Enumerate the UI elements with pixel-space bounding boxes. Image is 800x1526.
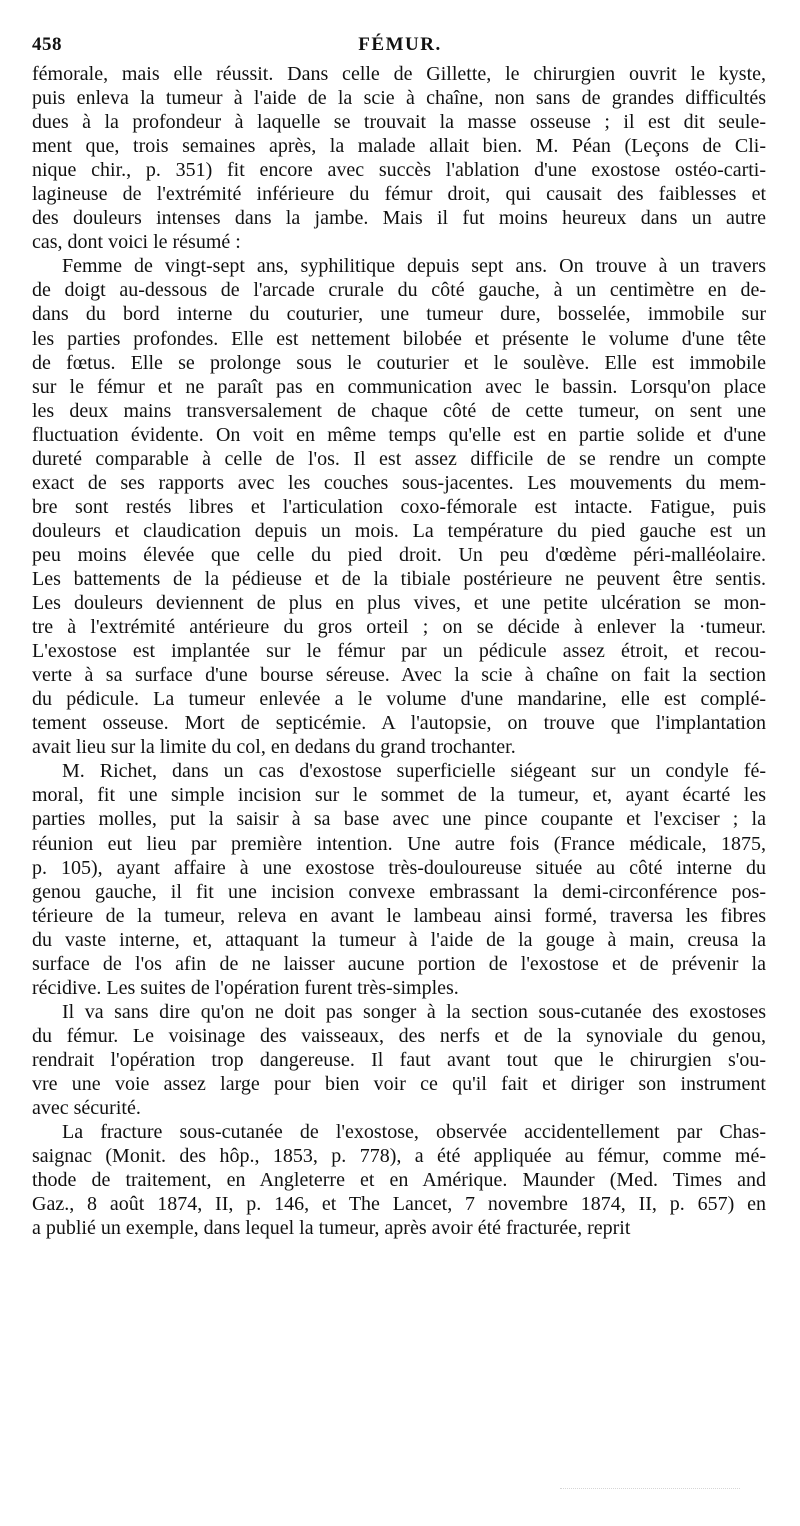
text-line: Il va sans dire qu'on ne doit pas songer à la section sous-cutanée des exostoses (62, 1000, 766, 1023)
text-line: du fémur. Le voisinage des vaisseaux, des nerfs et de la synoviale du genou, (32, 1024, 766, 1047)
text-line: surface de l'os afin de ne laisser aucune portion de l'exostose et de prévenir la (32, 952, 766, 975)
text-line: dues à la profondeur à laquelle se trouvait la masse osseuse ; il est dit seule- (32, 111, 766, 134)
scan-marks (560, 1488, 740, 1497)
text-line: L'exostose est implantée sur le fémur par un pédicule assez étroit, et recou- (32, 640, 766, 663)
text-line: les deux mains transversalement de chaque côté de cette tumeur, on sent une (32, 399, 766, 422)
text-line: Les douleurs deviennent de plus en plus vives, et une petite ulcération se mon- (32, 592, 766, 615)
text-line: ment que, trois semaines après, la malade allait bien. M. Péan (Leçons de Cli- (32, 135, 766, 158)
paragraph (32, 254, 766, 759)
text-line: La fracture sous-cutanée de l'exostose, observée accidentellement par Chas- (62, 1121, 766, 1144)
text-line: avec sécurité. (32, 1097, 141, 1120)
text-line: genou gauche, il fit une incision convexe embrassant la demi-circonférence pos- (32, 880, 766, 903)
text-line: tre à l'extrémité antérieure du gros orteil ; on se décide à enlever la ·tumeur. (32, 616, 766, 639)
running-title: FÉMUR. (358, 34, 442, 55)
text-line: des douleurs intenses dans la jambe. Mais il fut moins heureux dans un autre (32, 207, 766, 230)
text-line: Femme de vingt-sept ans, syphilitique depuis sept ans. On trouve à un travers (62, 255, 766, 278)
text-line: fémorale, mais elle réussit. Dans celle de Gillette, le chirurgien ouvrit le kyste, (32, 63, 766, 85)
text-line: Gaz., 8 août 1874, II, p. 146, et The Lancet, 7 novembre 1874, II, p. 657) en (32, 1193, 766, 1216)
text-line: puis enleva la tumeur à l'aide de la scie à chaîne, non sans de grandes difficultés (32, 87, 766, 110)
text-line: rendrait l'opération trop dangereuse. Il faut avant tout que le chirurgien s'ou- (32, 1048, 766, 1071)
paragraph (32, 1000, 766, 1120)
text-line: tement osseuse. Mort de septicémie. A l'autopsie, on trouve que l'implantation (32, 712, 766, 735)
text-line: verte à sa surface d'une bourse séreuse. Avec la scie à chaîne on fait la section (32, 664, 766, 687)
text-line: avait lieu sur la limite du col, en dedans du grand trochanter. (32, 736, 516, 759)
text-line: de doigt au-dessous de l'arcade crurale du côté gauche, à un centimètre en de- (32, 279, 766, 302)
text-line: du vaste interne, et, attaquant la tumeur à l'aide de la gouge à main, creusa la (32, 928, 766, 951)
text-line: dureté comparable à celle de l'os. Il est assez difficile de se rendre un compte (32, 447, 766, 470)
text-line: parties molles, put la saisir à sa base avec une pince coupante et l'exciser ; la (32, 808, 766, 831)
text-line: réunion eut lieu par première intention. Une autre fois (France médicale, 1875, (32, 832, 766, 855)
text-line: moral, fit une simple incision sur le sommet de la tumeur, et, ayant écarté les (32, 784, 766, 807)
paragraph (32, 759, 766, 999)
body-text (32, 62, 766, 1240)
text-line: térieure de la tumeur, releva en avant le lambeau ainsi formé, traversa les fibres (32, 904, 766, 927)
text-line: peu moins élevée que celle du pied droit. Un peu d'œdème péri-malléolaire. (32, 543, 766, 566)
page-header (32, 34, 768, 60)
text-line: exact de ses rapports avec les couches sous-jacentes. Les mouvements du mem- (32, 471, 766, 494)
page-number: 458 (32, 34, 62, 55)
text-line: récidive. Les suites de l'opération furent très-simples. (32, 976, 459, 999)
text-line: lagineuse de l'extrémité inférieure du fémur droit, qui causait des faiblesses et (32, 183, 766, 206)
paragraph (32, 62, 766, 254)
text-line: Les battements de la pédieuse et de la tibiale postérieure ne peuvent être sentis. (32, 567, 766, 590)
text-line: cas, dont voici le résumé : (32, 231, 241, 254)
text-line: vre une voie assez large pour bien voir ce qu'il fait et diriger son instrument (32, 1072, 766, 1095)
text-line: fluctuation évidente. On voit en même temps qu'elle est en partie solide et d'une (32, 423, 766, 446)
text-line: les parties profondes. Elle est nettement bilobée et présente le volume d'une tête (32, 327, 766, 350)
text-line: bre sont restés libres et l'articulation coxo-fémorale est intacte. Fatigue, puis (32, 495, 766, 518)
text-line: du pédicule. La tumeur enlevée a le volume d'une mandarine, elle est complé- (32, 688, 766, 711)
text-line: de fœtus. Elle se prolonge sous le couturier et le soulève. Elle est immobile (32, 351, 766, 374)
text-line: nique chir., p. 351) fit encore avec succès l'ablation d'une exostose ostéo-carti- (32, 159, 766, 182)
text-line: p. 105), ayant affaire à une exostose très-douloureuse située au côté interne du (32, 856, 766, 879)
text-line: thode de traitement, en Angleterre et en Amérique. Maunder (Med. Times and (32, 1169, 766, 1192)
text-line: sur le fémur et ne paraît pas en communication avec le bassin. Lorsqu'on place (32, 375, 766, 398)
text-line: M. Richet, dans un cas d'exostose superficielle siégeant sur un condyle fé- (62, 760, 766, 783)
paragraph (32, 1120, 766, 1240)
text-line: a publié un exemple, dans lequel la tumeur, après avoir été fracturée, reprit (32, 1217, 631, 1240)
text-line: saignac (Monit. des hôp., 1853, p. 778), a été appliquée au fémur, comme mé- (32, 1145, 766, 1168)
text-line: dans du bord interne du couturier, une tumeur dure, bosselée, immobile sur (32, 303, 766, 326)
text-line: douleurs et claudication depuis un mois. La température du pied gauche est un (32, 519, 766, 542)
